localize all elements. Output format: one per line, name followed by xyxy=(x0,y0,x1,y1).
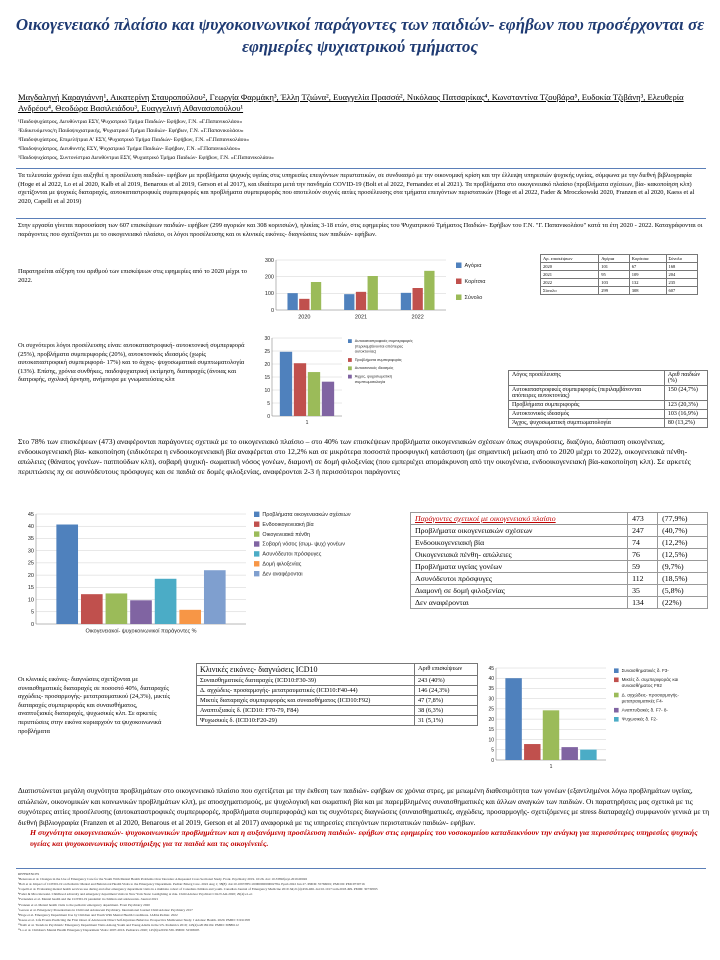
table-cell: (12,2%) xyxy=(658,537,708,549)
table-row xyxy=(541,271,698,279)
bar xyxy=(561,747,577,760)
reference-item: ⁴Fader & Mroczkowski. Childhood adversity and emergency department visits in New York State: Gaslighting at risk. Child Adolesc Psychiatr Clin N Am 2020; 29(4):e1-e1 xyxy=(18,892,253,897)
legend-swatch xyxy=(348,339,352,343)
table-row xyxy=(411,585,708,597)
reasons-text: Οι συχνότεροι λόγοι προσέλευσης είναι: αυτοκαταστροφική- αυτοκτονική συμπεριφορά (25%), προβλήματα συμπεριφοράς (20%), αυτοκτονικός ιδεασμός (χωρίς αυτοκαταστροφική συμπεριφορά- 17%) και το άγχος- ψυχοσωματικά συμπτωματολογία (13%). Επίσης, χρόνια συνθήκες, παιδοψυχιατρική εκτίμηση, διαταραχές (άνοιας και διατροφής, σχολική άρνηση, ανήμπορα με γνωματεύσεις κλπ xyxy=(18,342,245,384)
table-cell: 109 xyxy=(629,271,666,279)
table-cell: 112 xyxy=(628,573,658,585)
y-tick-label: 40 xyxy=(27,524,34,531)
y-tick-label: 20 xyxy=(264,361,270,368)
y-tick-label: 200 xyxy=(264,274,274,281)
divider xyxy=(16,868,706,869)
y-tick-label: 20 xyxy=(488,716,494,723)
table-row xyxy=(411,549,708,561)
table-row xyxy=(197,696,478,706)
table-row xyxy=(411,597,708,609)
table-cell: Ενδοοικογενειακή βία xyxy=(411,537,628,549)
table-cell: 67 xyxy=(629,263,666,271)
table-cell: Προβλήματα οικογενειακών σχέσεων xyxy=(411,525,628,537)
table-row xyxy=(541,279,698,287)
table-cell: 103 (16,9%) xyxy=(664,410,707,419)
legend-label: Μικτές δ. συμπεριφοράς και xyxy=(621,677,679,683)
legend-swatch xyxy=(614,693,619,698)
y-tick-label: 0 xyxy=(491,757,494,764)
family-factors-bar-chart xyxy=(18,506,403,646)
affiliations xyxy=(18,118,708,163)
table-cell: 2021 xyxy=(541,271,599,279)
y-tick-label: 300 xyxy=(264,257,274,264)
introduction-paragraph: Τα τελευταία χρόνια έχει αυξηθεί η προσέλευση παιδιών- εφήβων με προβλήματα ψυχικής υγείας στις υπηρεσίες επειγόντων περιστατικών, σε συνδυασμό με την οικονομική κρίση και την έλλειψη υπηρεσιών ψυχικής υγείας, σύμφωνα με την διεθνή βιβλιογραφία (Hoge et al 2022, Lo et al 2020, Kalb et al 2019, Benarous et al 2019, Gerson et al 2017), και ιδιαίτερα μετά την πανδημία COVID-19 (Bolt et al 2022, Fernandez et al 2021). Τα προβλήματα στο οικογενειακό πλαίσιο (προβλήματα σχέσεων, βία- κακοποίηση κλπ) σχετίζονται με ψυχικές διαταραχές, αυτοκαταστροφικές συμπεριφορές και προβλήματα συμπεριφοράς που αποτελούν συχνές αιτίες προσέλευσης στα τμήματα επειγόντων περιστατικών (Hoge et al 2022, Fader & Mroczkowski 2020, Franzen et al 2020, Kaess et al 2020, Capelli et al 2019) xyxy=(18,172,695,205)
table-cell: 59 xyxy=(628,561,658,573)
table-row xyxy=(197,676,478,686)
table-cell: (22%) xyxy=(658,597,708,609)
legend-label: Δ. αγχώδεις- προσαρμογής- xyxy=(621,692,679,698)
table-cell: 103 xyxy=(599,279,629,287)
affiliation: ⁴Παιδοψυχίατρος, Διευθυντής ΕΣΥ, Ψυχιατρικό Τμήμα Παιδιών- Εφήβων, Γ.Ν. «Γ.Παπανικολάου» xyxy=(18,146,241,152)
table-cell: (77,9%) xyxy=(658,513,708,525)
legend-swatch xyxy=(254,561,259,566)
table-row xyxy=(197,716,478,726)
reasons-chart xyxy=(256,332,506,432)
table-row xyxy=(197,686,478,696)
table-cell: 607 xyxy=(666,287,697,295)
table-header: Λόγος προσέλευσης xyxy=(509,371,665,386)
visits-text: Παρατηρείται αύξηση του αριθμού των επισκέψεων στις εφημερίες από το 2020 μέχρι το 2022. xyxy=(18,268,247,284)
legend-label: Αγόρια xyxy=(464,263,482,269)
bar xyxy=(368,276,378,310)
legend-label: (περιλαμβάνονται απόπειρες xyxy=(354,344,404,349)
table-cell: 308 xyxy=(629,287,666,295)
bar xyxy=(424,271,434,310)
legend-label: Δομή φιλοξενίας xyxy=(262,561,302,568)
table-cell: 80 (13,2%) xyxy=(664,419,707,428)
table-row xyxy=(411,537,708,549)
legend-label: συμπτωματολογία xyxy=(354,379,386,384)
legend-swatch xyxy=(254,541,259,546)
table-cell: (40,7%) xyxy=(658,525,708,537)
table-cell: Οικογενειακά πένθη- απώλειες xyxy=(411,549,628,561)
table-cell: 132 xyxy=(629,279,666,287)
table-cell: Δ. αγχώδεις- προσαρμογής- μετατραυματικές (ICD10:F40-44) xyxy=(197,686,415,696)
bar xyxy=(56,525,78,624)
bar xyxy=(322,382,334,416)
legend-swatch xyxy=(254,512,259,517)
x-tick-label: 2021 xyxy=(354,314,368,321)
y-tick-label: 25 xyxy=(488,706,494,713)
reference-item: ¹¹Lo et al. Children's Mental Health Emergency Department Visits: 2007-2016. Pediatrics 2020; 145(6):e20191536. PMID: 32393605 xyxy=(18,928,200,933)
table-cell: 243 (40%) xyxy=(414,676,477,686)
bar xyxy=(155,579,177,624)
legend-swatch xyxy=(348,366,352,370)
table-cell: 76 xyxy=(628,549,658,561)
table-header: Αρ. επισκέψεων xyxy=(541,255,599,263)
table-header: Σύνολο xyxy=(666,255,697,263)
references-title: REFERENCES xyxy=(18,872,40,876)
bar xyxy=(505,678,521,760)
legend-label: Αυτοκτονικός ιδεασμός xyxy=(354,366,394,371)
bar xyxy=(401,293,411,310)
table-cell: Διαμονή σε δομή φιλοξενίας xyxy=(411,585,628,597)
table-cell: Προβλήματα συμπεριφοράς xyxy=(509,401,665,410)
conclusion-paragraph: Η συχνότητα οικογενειακών- ψυχοκοινωνικών προβλημάτων και η αυξανόμενη προσέλευση παιδιών- εφήβων στις εφημερίες του νοσοκομείου καταδεικνύουν την ανάγκη για περισσότερες υπηρεσίες ψυχικής υγείας και ψυχοκοινωνικής υποστήριξης για τα παιδιά και τις οικογένειές. xyxy=(30,828,698,848)
bar xyxy=(179,610,201,624)
table-row xyxy=(411,561,708,573)
bar xyxy=(299,299,309,310)
reference-item: ³Capelli et al. Evaluating mental health services use during and after emergency department visits in a multisite cohort of Canadian children and youth. Canadian Journal of Emergency Medicine 2019 Jul;21(4):456-466. doi:10.1017/cem.2018.499. PMID: 30739595 xyxy=(18,887,378,892)
table-cell: 473 xyxy=(628,513,658,525)
poster-title: Οικογενειακό πλαίσιο και ψυχοκοινωνικοί παράγοντες των παιδιών- εφήβων που προσέρχονται σε εφημερίες ψυχιατρικού τμήματος xyxy=(15,15,705,56)
y-tick-label: 10 xyxy=(264,387,270,394)
y-tick-label: 5 xyxy=(267,400,270,407)
bar xyxy=(280,352,292,416)
bar xyxy=(524,744,540,760)
family-factors-paragraph: Στο 78% των επισκέψεων (473) αναφέρονται παράγοντες σχετικά με το οικογενειακό πλαίσιο – στο 40% των επισκέψεων προβλήματα οικογενειακών σχέσεων όπως συγκρούσεις, διαζύγιο, διάσπαση οικογένειας, ενδοοικογενειακή βία- κακοποίηση (ειδικότερα η ενδοοικογενειακή βία αναφέρεται στο 12,2% και σε μικρότερα ποσοστά προσφυγική κατάσταση (με σημαντική μείωση από το 2020 μέχρι το 2022), οικογενειακά πένθη- απώλειες (θάνατος γονέων- παππούδων κλπ), σοβαρή ψυχική- σωματική νόσος γονέων, διαμονή σε δομή φιλοξενίας (που εμπεριέχει απομάκρυνση από την οικογένεια, ενδοοικογενειακή βία-κακοποίηση κλπ). Σε αρκετές περιπτώσεις πχ σε ασυνόδευτους πρόσφυγες και σε παιδιά σε δομές φιλοξενίας, αναφέρονται 2-3 ή περισσότεροι παράγοντες xyxy=(18,437,691,476)
bar xyxy=(580,750,596,760)
reasons-table xyxy=(508,370,708,428)
y-tick-label: 5 xyxy=(491,747,494,754)
legend-swatch xyxy=(614,708,619,713)
reference-item: ⁸Hoge et al. Emergency Department Use by Children and Youth With Mental Health Conditions. JAMA Pediatr. 2022 xyxy=(18,912,178,917)
legend-swatch xyxy=(456,279,462,285)
legend-label: Αναπτυξιακές δ. F7- 8- xyxy=(621,707,668,713)
table-row xyxy=(541,287,698,295)
bar xyxy=(106,593,128,624)
y-tick-label: 15 xyxy=(27,585,34,592)
family-factors-chart xyxy=(18,506,403,646)
bar xyxy=(287,293,297,310)
legend-label: Συναισθηματικές δ. F3- xyxy=(621,668,669,673)
table-cell: 47 (7,8%) xyxy=(414,696,477,706)
legend-swatch xyxy=(254,522,259,527)
table-cell: 168 xyxy=(666,263,697,271)
table-cell: Άγχος, ψυχοσωματική συμπτωματολογία xyxy=(509,419,665,428)
y-tick-label: 45 xyxy=(27,511,34,518)
table-cell: 247 xyxy=(628,525,658,537)
bar xyxy=(130,600,152,624)
table-cell: 235 xyxy=(666,279,697,287)
legend-label: μετατραυματικές F4- xyxy=(621,698,664,704)
reference-item: ⁹Kaess et al. Life Events Predicting the First Onset of Adolescent Direct Self-Injurious Behavior. Prospective Multicenter Study. J Adolesc Health. 2020. PMID: 31911058 xyxy=(18,917,250,922)
legend-label: Ψυχωσικές δ. F2- xyxy=(621,716,658,722)
diagnoses-chart xyxy=(484,662,710,780)
legend-swatch xyxy=(254,571,259,576)
bar xyxy=(344,294,354,310)
table-row xyxy=(411,513,708,525)
legend-swatch xyxy=(348,358,352,362)
affiliation: ³Παιδοψυχίατρος, Επιμελήτρια Α' ΕΣΥ, Ψυχιατρικό Τμήμα Παιδιών- Εφήβων, Γ.Ν. «Γ.Παπανικολάου» xyxy=(18,137,250,143)
x-tick-label: 2022 xyxy=(411,314,424,321)
table-row xyxy=(509,410,708,419)
author-list xyxy=(18,92,708,114)
table-cell: Προβλήματα υγείας γονέων xyxy=(411,561,628,573)
method-paragraph: Στην εργασία γίνεται παρουσίαση των 607 επισκέψεων παιδιών- εφήβων (299 αγοριών και 308 κοριτσιών), ηλικίας 3-18 ετών, στις εφημερίες του Ψυχιατρικού Τμήματος Παιδιών- Εφήβων του Γ.Ν. "Γ. Παπανικολάου" κατά τα έτη 2020 - 2022. Καταγράφονται οι παράγοντες που σχετίζονται με το οικογενειακό πλαίσιο, οι λόγοι προσέλευσης και οι κλινικές εικόνες- διαγνώσεις των παιδιών- εφήβων. xyxy=(18,222,703,238)
legend-swatch xyxy=(614,717,619,722)
y-tick-label: 30 xyxy=(27,548,34,555)
authors-text: Μαγδαληνή Καραγιάννη¹, Αικατερίνη Σταυροπούλου², Γεωργία Φαρμάκη³, Έλλη Τζιώνα², Ευαγγελία Πρασσά², Νικόλαος Πατσαρίκας⁴, Κωνσταντίνα Τζουβάρα⁵, Ευδοκία Τζιβάνη³, Ελευθερία Ανδρέου⁴, Θεοδώρα Βασιλειάδου³, Ευαγγελινή Αθανασοπούλου¹ xyxy=(18,92,684,113)
legend-label: αυτοκτονίας) xyxy=(354,349,377,354)
reference-item: ⁵Fernandez et al. Mental health and the COVID-19 pandemic in children and adolescents. Journal 2021 xyxy=(18,897,159,902)
diagnoses-text: Οι κλινικές εικόνες- διαγνώσεις σχετίζονται με συναισθηματικές διαταραχές σε ποσοστό 40%, διαταραχές αγχώδεις- προσαρμογής- μετατραυματικού (24,3%), μικτές διαταραχές συμπεριφοράς και συναισθήματος, αναπτυξιακές διαταραχές, ψυχωσικές κλπ. Σε αρκετές περιπτώσεις στην εικόνα κυριαρχούν τα ψυχοκοινωνικά προβλήματα xyxy=(18,676,170,735)
reference-item: ¹Benarous et al. Changes in the Use of Emergency Care for the Youth With Mental Health Problems Over Decades: A Repeated Cross Sectional Study. Front. Psychiatry 2019. 10:26. doi: 10.3389/fpsyt.2019.00026 xyxy=(18,877,308,882)
x-tick-label: 2020 xyxy=(298,314,311,321)
y-tick-label: 35 xyxy=(488,686,494,693)
legend-label: Κορίτσια xyxy=(464,279,486,285)
legend-swatch xyxy=(456,295,462,301)
bar xyxy=(311,282,321,310)
legend-swatch xyxy=(254,531,259,536)
y-tick-label: 45 xyxy=(488,665,494,672)
table-cell: 123 (20,3%) xyxy=(664,401,707,410)
bar xyxy=(308,372,320,416)
y-tick-label: 5 xyxy=(30,609,34,616)
table-row xyxy=(509,401,708,410)
table-row xyxy=(509,386,708,401)
divider xyxy=(16,218,706,219)
table-cell: Παράγοντες σχετικοί με οικογενειακό πλαίσιο xyxy=(411,513,628,525)
diagnoses-bar-chart xyxy=(484,662,710,780)
visits-bar-chart xyxy=(256,254,524,324)
y-tick-label: 25 xyxy=(264,348,270,355)
y-tick-label: 40 xyxy=(488,676,494,683)
table-cell: Ασυνόδευτοι πρόσφυγες xyxy=(411,573,628,585)
table-cell: Ψυχωσικές δ. (ICD10:F20-29) xyxy=(197,716,415,726)
table-cell: 38 (6,3%) xyxy=(414,706,477,716)
affiliation: ¹Παιδοψυχίατρος, Διευθύντρια ΕΣΥ, Ψυχιατρικό Τμήμα Παιδιών- Εφήβων, Γ.Ν. «Γ.Παπανικολάου» xyxy=(18,119,243,125)
y-tick-label: 15 xyxy=(488,727,494,734)
legend-label: Αυτοκαταστροφικές συμπεριφορές xyxy=(354,339,413,343)
table-cell: 101 xyxy=(599,263,629,271)
visits-chart xyxy=(256,254,524,324)
table-cell: 35 xyxy=(628,585,658,597)
reasons-bar-chart xyxy=(256,332,506,432)
reference-item: ⁷Gerson et al. Emergency Presentations in Child and Adolescent Psychiatry. International Journal Child Adolesc Psychiatry 2017 xyxy=(18,907,193,912)
table-cell: Μικτές διαταραχές συμπεριφοράς και συναισθήματος (ICD10:F92) xyxy=(197,696,415,706)
legend-label: Ενδοοικογενειακή βία xyxy=(262,521,314,528)
table-header: Κορίτσια xyxy=(629,255,666,263)
legend-label: συναισθήματος F92 xyxy=(621,683,662,689)
x-tick-label: 1 xyxy=(305,420,309,426)
bar xyxy=(543,710,559,760)
affiliation: ⁵Παιδοψυχίατρος, Συντονίστρια Διευθύντρια ΕΣΥ, Ψυχιατρικό Τμήμα Παιδιών- Εφήβων, Γ.Ν. «Γ.Παπανικολάου» xyxy=(18,155,274,161)
table-cell: 146 (24,3%) xyxy=(414,686,477,696)
reference-item: ²Bolt et al. Impact of COVID-19 on Pediatric Mental and Behavioral Health Visits to the Emergency Department. Pediatr Emerg Care. 2022 Aug 1; 38(8): doi:10.1097/PEC.0000000000002784. Epub 2022 Jun 27. PMID: 35766001; PMCID: PMC9730716 xyxy=(18,882,365,887)
table-header-row xyxy=(509,371,708,386)
table-header: Αριθ παιδιών (%) xyxy=(664,371,707,386)
y-tick-label: 10 xyxy=(27,597,34,604)
table-cell: 299 xyxy=(599,287,629,295)
table-cell: 150 (24,7%) xyxy=(664,386,707,401)
x-tick-label: 1 xyxy=(549,764,553,770)
y-tick-label: 100 xyxy=(264,291,274,298)
table-row xyxy=(509,419,708,428)
bar xyxy=(294,363,306,416)
table-cell: (9,7%) xyxy=(658,561,708,573)
y-tick-label: 20 xyxy=(27,572,34,579)
bar xyxy=(356,292,366,310)
legend-swatch xyxy=(254,551,259,556)
table-cell: 2020 xyxy=(541,263,599,271)
table-row xyxy=(197,706,478,716)
bar xyxy=(81,594,103,624)
table-cell: 74 xyxy=(628,537,658,549)
diagnoses-table xyxy=(196,663,478,726)
reference-item: ¹⁰Kalb et al. Trends in Psychiatric Emergency Department Visits Among Youth and Young Adults in the US. Pediatrics 2019; 143(4):e20182192. PMID: 30886112 xyxy=(18,922,239,927)
table-cell: 95 xyxy=(599,271,629,279)
y-tick-label: 0 xyxy=(270,307,274,314)
legend-label: Σοβαρή νόσος (σωμ- ψυχ) γονέων xyxy=(262,541,345,548)
table-cell: Συναισθηματικές διαταραχές (ICD10:F30-39) xyxy=(197,676,415,686)
y-tick-label: 0 xyxy=(30,621,34,628)
references xyxy=(18,872,708,933)
table-cell: (18,5%) xyxy=(658,573,708,585)
table-header-row xyxy=(541,255,698,263)
legend-label: Προβλήματα συμπεριφοράς xyxy=(354,357,402,362)
y-tick-label: 15 xyxy=(264,374,270,381)
legend-swatch xyxy=(614,678,619,683)
family-factors-table xyxy=(410,512,708,609)
table-header: Αριθ επισκέψεων xyxy=(414,664,477,676)
table-cell: Αυτοκαταστροφικές συμπεριφορές (περιλαμβάνονται απόπειρες αυτοκτονίας) xyxy=(509,386,665,401)
y-tick-label: 35 xyxy=(27,536,34,543)
legend-label: Άγχος, ψυχοσωματική xyxy=(354,374,392,379)
table-cell: Σύνολο xyxy=(541,287,599,295)
bar xyxy=(413,288,423,310)
y-tick-label: 25 xyxy=(27,560,34,567)
table-header-row xyxy=(197,664,478,676)
legend-swatch xyxy=(348,375,352,379)
y-tick-label: 0 xyxy=(267,413,270,420)
discussion-paragraph: Διαπιστώνεται μεγάλη συχνότητα προβλημάτων στο οικογενειακό πλαίσιο που σχετίζεται με την έκθεση των παιδιών- εφήβων σε χρόνια στρες, με μειωμένη διαθεσιμότητα των γονέων (εξαντλημένοι λόγω προβλημάτων υγείας, απώλειών, οικονομικών και κοινωνικών προβλημάτων κλπ), με αποσχηματισμούς, με ψυχολογική και σωματική βία και με παρεμβλημένες συναισθηματικές και άλλων αναγκών των παιδιών. Οι παρατηρήσεις μας σχετικά με τις συχνότερες αιτίες προσέλευσης (αυτοκαταστροφικές συμπεριφορές, προβλήματα συμπεριφοράς) και τις συχνότερες διαγνώσεις (συναισθηματικές, αγχώδεις, προσαρμογής- σχετιζόμενες με stress διαταραχές) συμφωνούν γενικά με τη διεθνή βιβλιογραφία (Franzen et al 2020, Benarous et al 2019, Gerson et al 2017) αναφορικά με τις υπηρεσίες επειγόντων περιστατικών παιδιών- εφήβων. xyxy=(18,786,710,827)
table-cell: (5,8%) xyxy=(658,585,708,597)
table-header: Αγόρια xyxy=(599,255,629,263)
y-tick-label: 10 xyxy=(488,737,494,744)
table-cell: (12,5%) xyxy=(658,549,708,561)
table-cell: 2022 xyxy=(541,279,599,287)
visits-table xyxy=(540,254,698,295)
table-row xyxy=(541,263,698,271)
legend-label: Σύνολο xyxy=(464,295,483,301)
legend-label: Οικογενειακά πένθη xyxy=(262,531,310,538)
table-cell: 204 xyxy=(666,271,697,279)
table-header: Κλινικές εικόνες- διαγνώσεις ICD10 xyxy=(197,664,415,676)
table-cell: Αναπτυξιακές δ. (ICD10: F70-79, F84) xyxy=(197,706,415,716)
bar xyxy=(204,570,226,624)
table-cell: 31 (5,1%) xyxy=(414,716,477,726)
table-row xyxy=(411,573,708,585)
affiliation: ²Ειδικευόμενος/η Παιδοψυχιατρικής, Ψυχιατρικό Τμήμα Παιδιών- Εφήβων, Γ.Ν. «Γ.Παπανικολάου» xyxy=(18,128,244,134)
legend-label: Προβλήματα οικογενειακών σχέσεων xyxy=(262,512,351,518)
table-row xyxy=(411,525,708,537)
table-cell: Αυτοκτονικός ιδεασμός xyxy=(509,410,665,419)
table-cell: Δεν αναφέρονται xyxy=(411,597,628,609)
legend-swatch xyxy=(456,263,462,269)
x-tick-label: Οικογενειακοί- ψυχοκοινωνικοί παράγοντες % xyxy=(85,628,197,635)
y-tick-label: 30 xyxy=(264,335,270,342)
divider xyxy=(16,168,706,169)
legend-label: Ασυνόδευτοι πρόσφυγες xyxy=(262,551,322,558)
table-cell: 134 xyxy=(628,597,658,609)
y-tick-label: 30 xyxy=(488,696,494,703)
reference-item: ⁶Franzen et al. Mental health visits to the pediatric emergency department. Front Psychiatry 2020 xyxy=(18,902,150,907)
legend-label: Δεν αναφέρονται xyxy=(262,571,303,578)
legend-swatch xyxy=(614,668,619,673)
